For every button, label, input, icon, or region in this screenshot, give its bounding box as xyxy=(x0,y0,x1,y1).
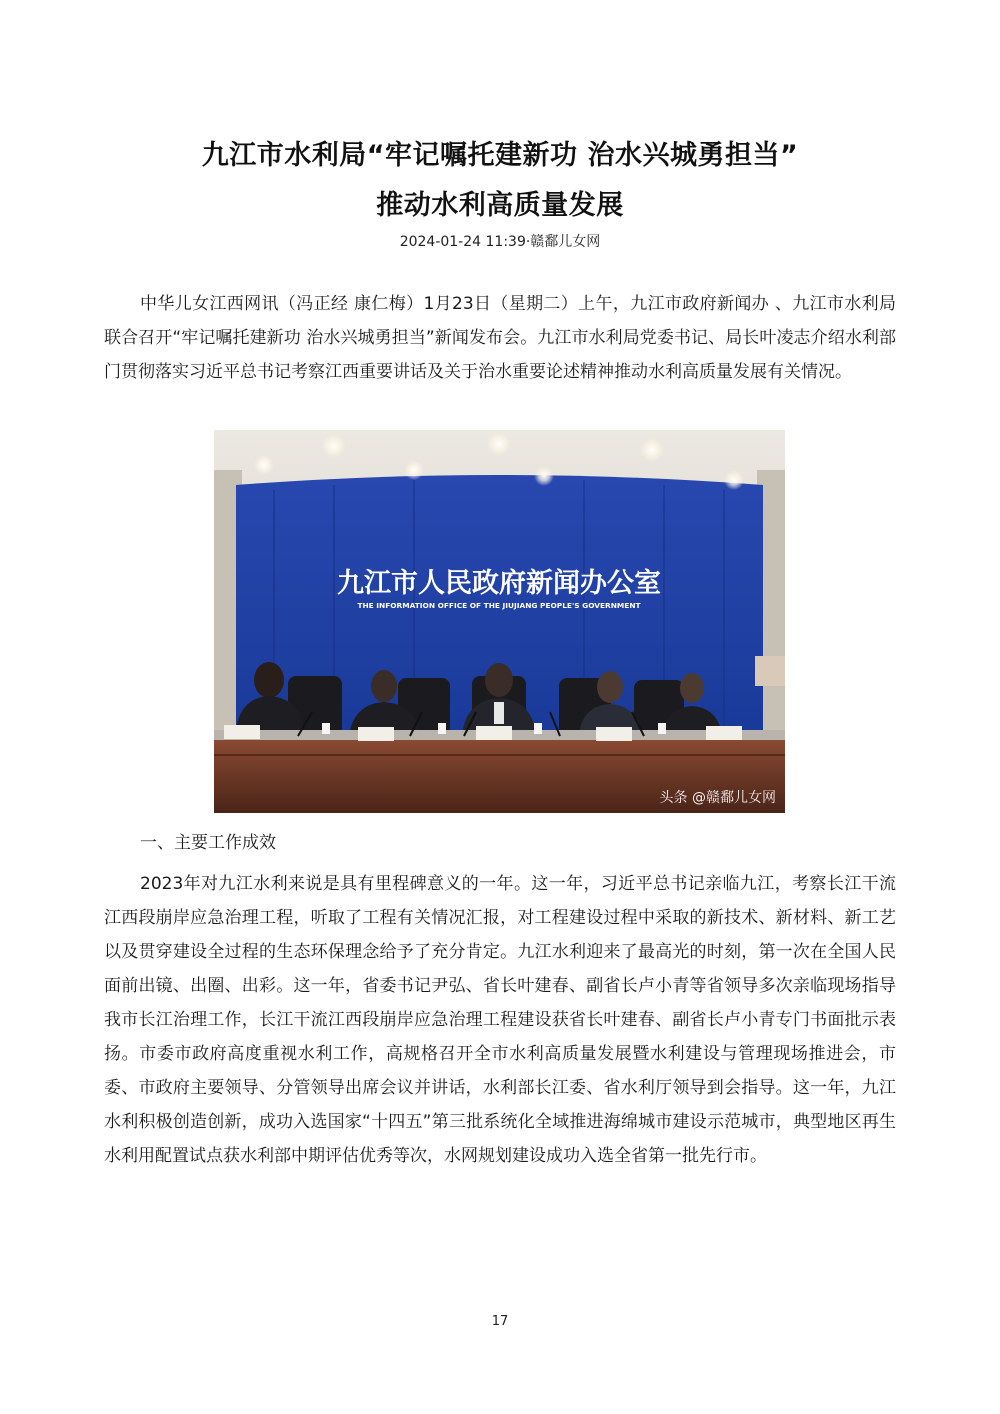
backdrop-english-text: THE INFORMATION OFFICE OF THE JIUJIANG PEOPLE'S GOVERNMENT xyxy=(357,601,641,610)
achievements-paragraph: 2023年对九江水利来说是具有里程碑意义的一年。这一年，习近平总书记亲临九江，考察长江干流江西段崩岸应急治理工程，听取了工程有关情况汇报，对工程建设过程中采取的新技术、新材料、新工艺以及贯穿建设全过程的生态环保理念给予了充分肯定。九江水利迎来了最高光的时刻，第一次在全国人民面前出镜、出圈、出彩。这一年，省委书记尹弘、省长叶建春、副省长卢小青等省领导多次亲临现场指导我市长江治理工作，长江干流江西段崩岸应急治理工程建设获省长叶建春、副省长卢小青专门书面批示表扬。市委市政府高度重视水利工作，高规格召开全市水利高质量发展暨水利建设与管理现场推进会，市委、市政府主要领导、分管领导出席会议并讲话，水利部长江委、省水利厅领导到会指导。这一年，九江水利积极创造创新，成功入选国家“十四五”第三批系统化全域推进海绵城市建设示范城市，典型地区再生水利用配置试点获水利部中期评估优秀等次，水网规划建设成功入选全省第一批先行市。 xyxy=(104,874,896,1166)
press-conference-photo xyxy=(214,430,785,813)
photo-watermark: 头条 @赣鄱儿女网 xyxy=(659,790,776,806)
article-title-line-1: 九江市水利局“牢记嘱托建新功 治水兴城勇担当” xyxy=(201,140,799,171)
article-byline: 2024-01-24 11:39·赣鄱儿女网 xyxy=(399,234,601,250)
article-title-line-2: 推动水利高质量发展 xyxy=(376,190,624,221)
intro-paragraph: 中华儿女江西网讯（冯正经 康仁梅）1月23日（星期二）上午，九江市政府新闻办 、九江市水利局联合召开“牢记嘱托建新功 治水兴城勇担当”新闻发布会。九江市水利局党委书记、局长叶凌志介绍水利部门贯彻落实习近平总书记考察江西重要讲话及关于治水重要论述精神推动水利高质量发展有关情况。 xyxy=(104,294,896,382)
page-number: 17 xyxy=(491,1314,509,1329)
section-heading: 一、主要工作成效 xyxy=(140,833,276,853)
backdrop-chinese-text: 九江市人民政府新闻办公室 xyxy=(337,568,661,599)
press-conference-illustration xyxy=(214,430,785,813)
